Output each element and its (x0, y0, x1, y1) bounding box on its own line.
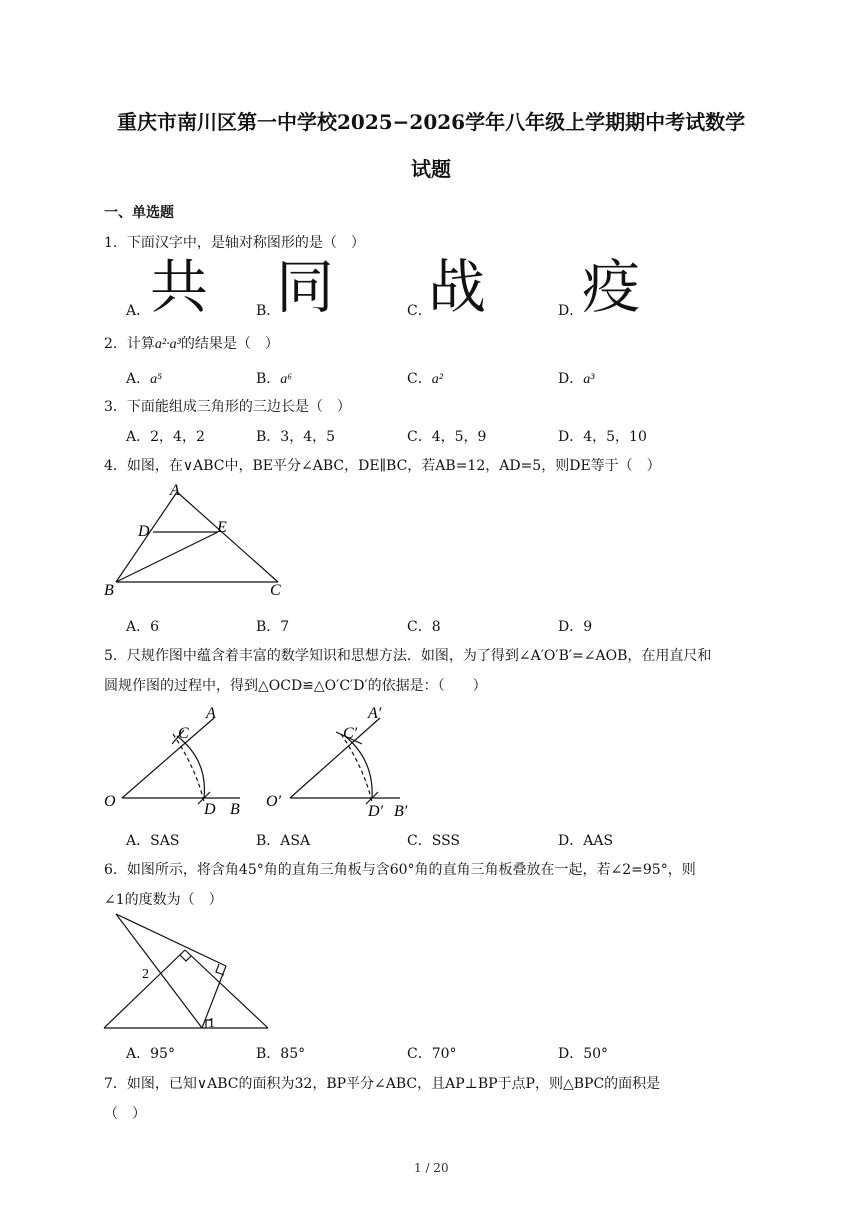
q1-option-b-char: 同 (276, 253, 335, 321)
q3-option-c: C．4，5，9 (407, 429, 487, 445)
q5-option-b: B．ASA (256, 833, 311, 849)
document-title-line2: 试题 (411, 157, 451, 181)
q4-label-a: A (170, 482, 180, 499)
q5-label-c-prime: C′ (343, 725, 358, 742)
question-5-stem-line1: 5．尺规作图中蕴含着丰富的数学知识和思想方法．如图，为了得到∠A′O′B′=∠AOB，在用直尺和 (104, 648, 712, 664)
page-number: 1 / 20 (414, 1161, 449, 1175)
q2-option-d: D．a³ (558, 371, 595, 387)
q2-suffix: 的结果是（ ） (180, 336, 279, 352)
q5-option-a: A．SAS (126, 833, 180, 849)
q6-label-angle-2: 2 (142, 967, 149, 982)
q4-label-c: C (270, 582, 281, 599)
question-4-stem: 4．如图，在∨ABC中，BE平分∠ABC，DE∥BC，若AB=12，AD=5，则DE等于（ ） (104, 458, 661, 474)
question-2-stem (104, 333, 279, 353)
q2-prefix: 2．计算 (104, 336, 155, 352)
q5-label-c: C (178, 725, 189, 742)
q2-option-a: A．a⁵ (126, 371, 162, 387)
q4-option-b: B．7 (256, 619, 290, 635)
q1-option-d-label: D． (558, 303, 584, 319)
q6-option-b: B．85° (256, 1046, 306, 1062)
q4-option-d: D．9 (558, 619, 593, 635)
q4-triangle-figure (100, 480, 300, 605)
section-heading: 一、单选题 (104, 205, 174, 221)
question-1-stem: 1．下面汉字中，是轴对称图形的是（ ） (104, 235, 365, 251)
question-7-stem-line2: （ ） (104, 1106, 146, 1122)
q1-option-b-label: B． (256, 303, 281, 319)
q5-label-a: A (206, 705, 216, 722)
question-6-stem-line1: 6．如图所示，将含角45°角的直角三角板与含60°角的直角三角板叠放在一起，若∠2=95°，则 (104, 862, 696, 878)
q5-angle-figure (100, 700, 430, 820)
q2-option-b: B．a⁶ (256, 371, 293, 387)
q3-option-b: B．3，4，5 (256, 429, 336, 445)
question-7-stem-line1: 7．如图，已知∨ABC的面积为32，BP平分∠ABC，且AP⊥BP于点P，则△BPC的面积是 (104, 1076, 661, 1092)
q6-triangles-figure (100, 910, 280, 1035)
q6-option-d: D．50° (558, 1046, 609, 1062)
q6-option-c: C．70° (407, 1046, 457, 1062)
q1-option-a-char: 共 (150, 253, 209, 321)
q3-option-a: A．2，4，2 (126, 429, 205, 445)
q5-label-b-prime: B′ (394, 803, 408, 820)
q4-label-d: D (138, 523, 150, 540)
q4-option-c: C．8 (407, 619, 441, 635)
q1-option-d-char: 疫 (582, 253, 641, 321)
q6-option-a: A．95° (126, 1046, 175, 1062)
q1-option-c-label: C． (407, 303, 432, 319)
q5-label-d-prime: D′ (368, 803, 384, 820)
q4-label-e: E (217, 519, 227, 536)
q4-label-b: B (104, 582, 114, 599)
document-title-line1: 重庆市南川区第一中学校2025−2026学年八年级上学期期中考试数学 (117, 110, 746, 134)
q2-option-c: C．a² (407, 371, 443, 387)
question-6-stem-line2: ∠1的度数为（ ） (104, 892, 223, 908)
q3-option-d: D．4，5，10 (558, 429, 647, 445)
q5-label-o: O (104, 793, 116, 810)
q4-option-a: A．6 (126, 619, 160, 635)
question-3-stem: 3．下面能组成三角形的三边长是（ ） (104, 399, 351, 415)
q1-option-a-label: A． (126, 303, 151, 319)
question-5-stem-line2: 圆规作图的过程中，得到△OCD≌△O′C′D′的依据是：（ ） (104, 678, 487, 694)
q6-label-angle-1: 1 (208, 1016, 215, 1031)
q1-option-c-char: 战 (428, 253, 487, 321)
q5-option-c: C．SSS (407, 833, 460, 849)
q5-label-b: B (230, 801, 240, 818)
q2-expression: a²·a³ (154, 337, 181, 352)
q5-option-d: D．AAS (558, 833, 614, 849)
q5-label-d: D (204, 801, 216, 818)
q5-label-o-prime: O′ (266, 793, 282, 810)
q5-label-a-prime: A′ (368, 705, 382, 722)
